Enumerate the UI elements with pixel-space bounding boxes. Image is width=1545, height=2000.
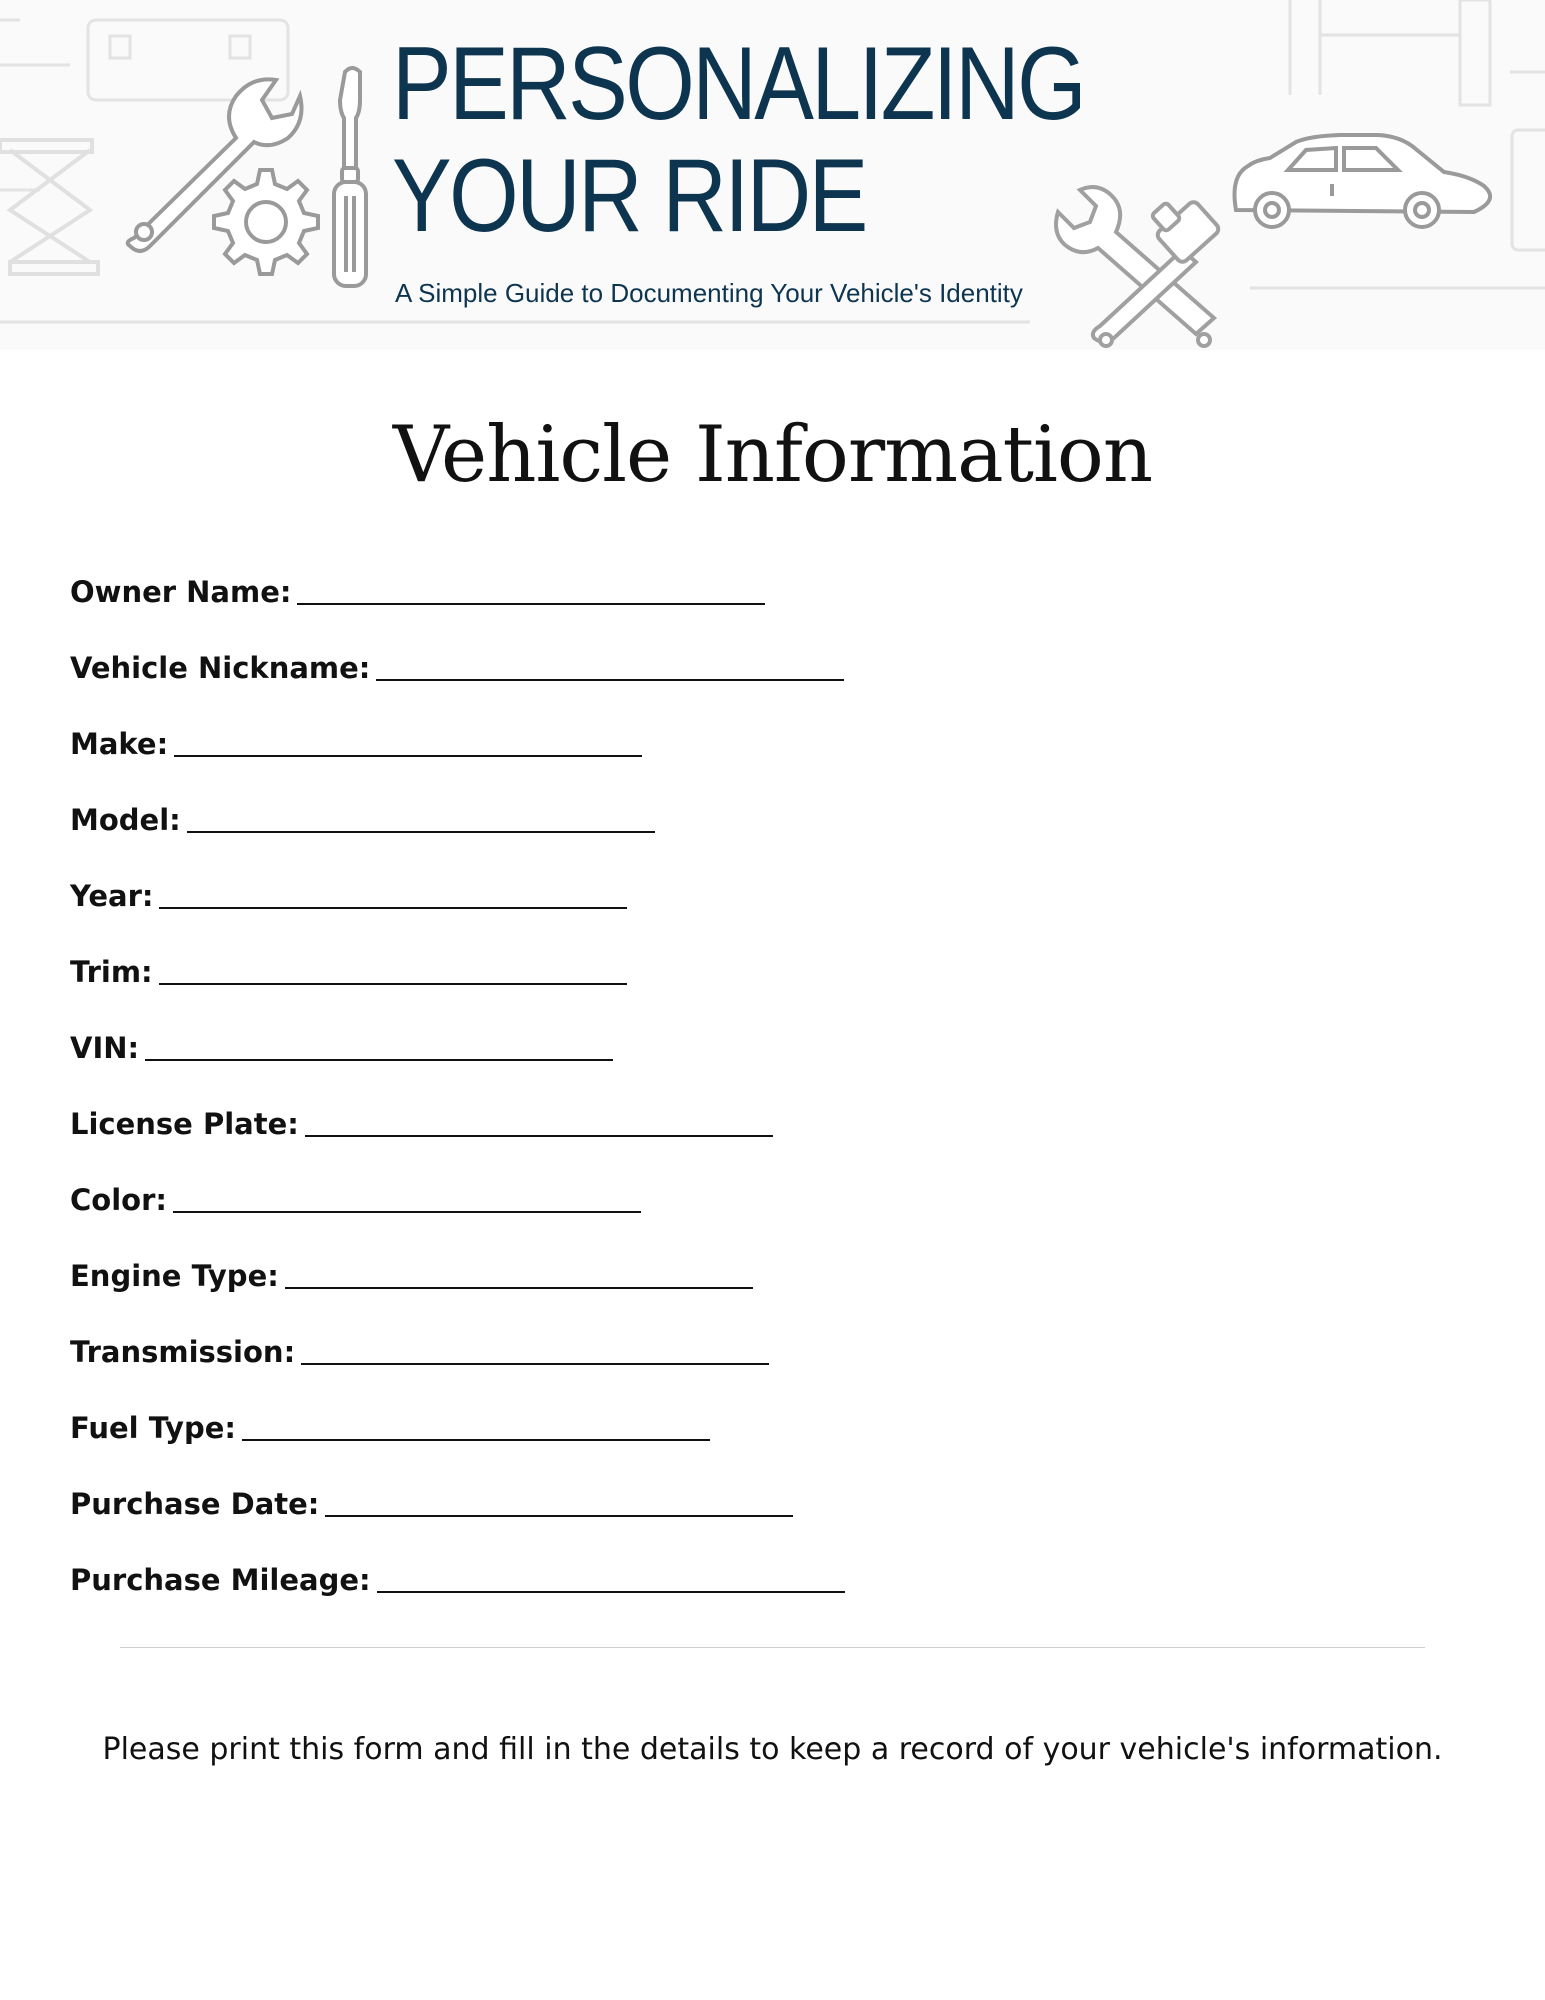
field-vin [70, 1028, 970, 1104]
field-license-plate [70, 1104, 970, 1180]
car-icon [1235, 135, 1491, 227]
blank-line [159, 952, 627, 985]
field-owner-name [70, 572, 970, 648]
field-label: Engine Type: [70, 1259, 279, 1293]
blank-line [376, 648, 844, 681]
blank-line [285, 1256, 753, 1289]
blank-line [305, 1104, 773, 1137]
field-label: Make: [70, 727, 169, 761]
form-title: Vehicle Information [392, 410, 1153, 500]
field-label: Trim: [70, 955, 153, 989]
field-label: VIN: [70, 1031, 140, 1065]
blank-line [173, 1180, 641, 1213]
brand-title-line-1: PERSONALIZING [392, 26, 1085, 142]
field-engine-type [70, 1256, 970, 1332]
blank-line [297, 572, 765, 605]
field-transmission [70, 1332, 970, 1408]
brand-subtitle: A Simple Guide to Documenting Your Vehicle's Identity [395, 278, 1023, 308]
blank-line [187, 800, 655, 833]
field-label: Purchase Date: [70, 1487, 320, 1521]
field-purchase-date [70, 1484, 970, 1560]
header-banner [0, 0, 1545, 350]
brand-title-line-2: YOUR RIDE [392, 138, 866, 254]
car-jack-icon [0, 140, 98, 274]
brand-title [392, 28, 1084, 252]
field-fuel-type [70, 1408, 970, 1484]
field-label: Model: [70, 803, 181, 837]
blank-line [174, 724, 642, 757]
field-year [70, 876, 970, 952]
blank-line [301, 1332, 769, 1365]
field-label: Owner Name: [70, 575, 292, 609]
blank-line [325, 1484, 793, 1517]
field-make [70, 724, 970, 800]
field-label: Color: [70, 1183, 167, 1217]
gear-icon [214, 170, 318, 274]
blank-line [159, 876, 627, 909]
field-purchase-mileage [70, 1560, 970, 1636]
field-label: Year: [70, 879, 154, 913]
field-model [70, 800, 970, 876]
screwdriver-icon [334, 68, 366, 286]
field-trim [70, 952, 970, 1028]
field-label: Transmission: [70, 1335, 296, 1369]
blank-line [242, 1408, 710, 1441]
blank-line [145, 1028, 613, 1061]
field-label: Purchase Mileage: [70, 1563, 371, 1597]
field-vehicle-nickname [70, 648, 970, 724]
field-color [70, 1180, 970, 1256]
field-label: Vehicle Nickname: [70, 651, 371, 685]
blank-line [377, 1560, 845, 1593]
footer-note: Please print this form and fill in the details to keep a record of your vehicle's information. [102, 1732, 1443, 1767]
field-label: Fuel Type: [70, 1411, 236, 1445]
field-label: License Plate: [70, 1107, 299, 1141]
form-fields [70, 572, 970, 1636]
footer-divider [120, 1647, 1425, 1648]
